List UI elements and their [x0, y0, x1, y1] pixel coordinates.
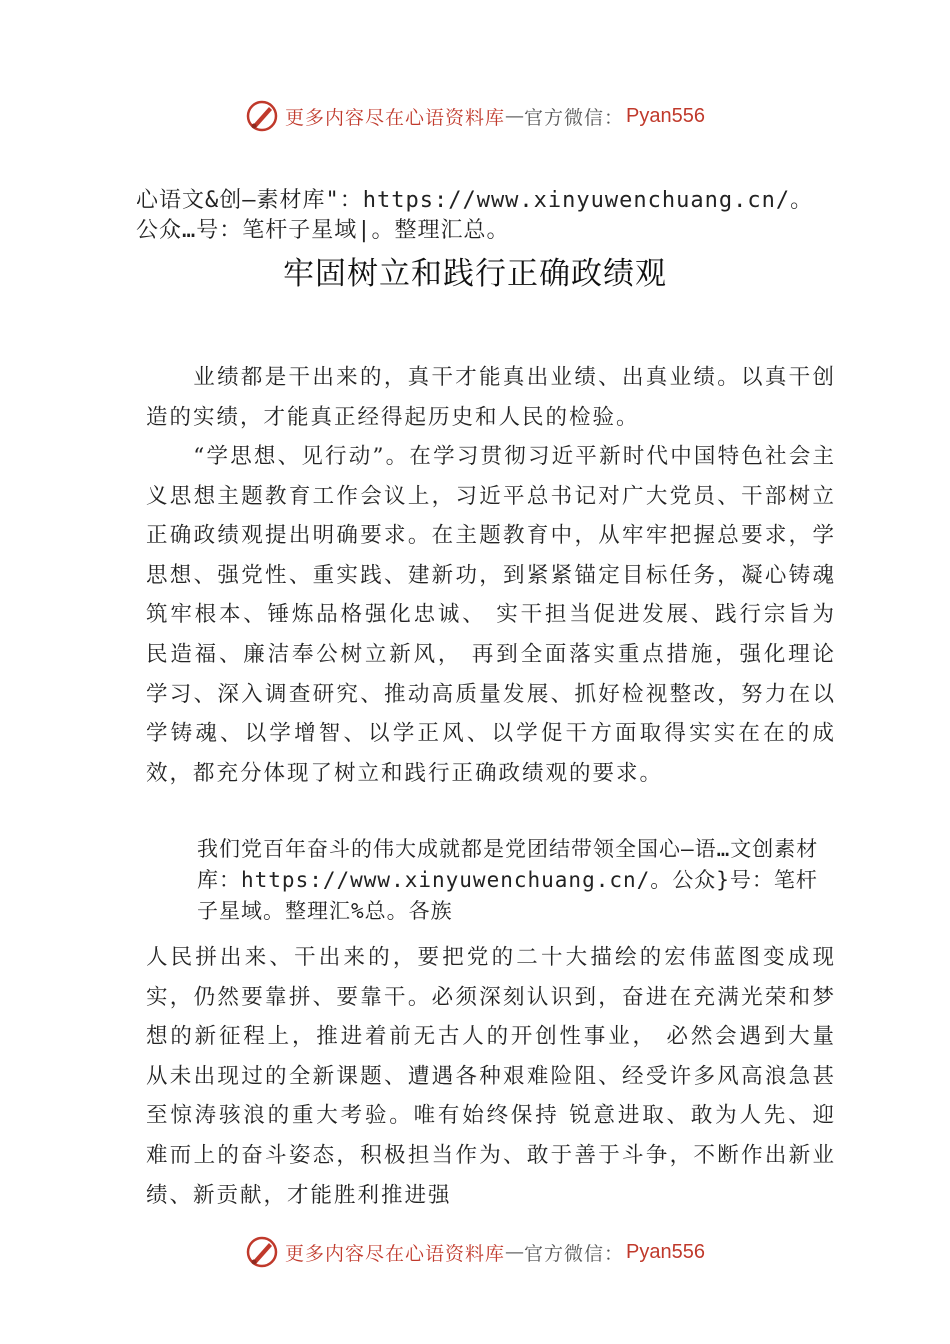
paragraph-2: “学思想、见行动”。在学习贯彻习近平新时代中国特色社会主义思想主题教育工作会议上，习近平总书记对广大党员、干部树立正确政绩观提出明确要求。在主题教育中，从牢牢把握总要求，学思想、强党性、重实践、建新功，到紧紧锚定目标任务，凝心铸魂筑牢根本、锤炼品格强化忠诚、 实干担当促进发展、践行宗旨为民造福、廉洁奉公树立新风， 再到全面落实重点措施，强化理论学习、深入调查研究、推动高质量发展、抓好检视整改，努力在以学铸魂、以学增智、以学正风、以学促干方面取得实实在在的成效，都充分体现了树立和践行正确政绩观的要求。 — [146, 444, 836, 786]
article-title: 牢固树立和践行正确政绩观 — [283, 256, 667, 292]
wechat-id: Pyan556 — [626, 1240, 705, 1263]
footer-banner — [0, 1230, 950, 1274]
banner-separator: — — [505, 105, 525, 127]
banner-text: 更多内容尽在心语资料库 — [285, 106, 506, 129]
banner-text: 更多内容尽在心语资料库 — [285, 1242, 506, 1265]
watermark-line: 心语文&创—素材库"：https://www.xinyuwenchuang.cn/。公众…号：笔杆子星域|。整理汇总。 — [136, 188, 814, 243]
banner-label: 官方微信： — [524, 1242, 625, 1265]
paragraph-1: 业绩都是干出来的，真干才能真出业绩、出真业绩。以真干创造的实绩，才能真正经得起历史和人民的检验。 — [146, 365, 836, 430]
wechat-id: Pyan556 — [626, 104, 705, 127]
banner-separator: — — [505, 1241, 525, 1263]
header-banner — [0, 94, 950, 138]
brush-logo-icon — [245, 1235, 279, 1269]
brush-logo-icon — [245, 99, 279, 133]
banner-label: 官方微信： — [524, 106, 625, 129]
paragraph-3: 人民拼出来、干出来的，要把党的二十大描绘的宏伟蓝图变成现实，仍然要靠拼、要靠干。必须深刻认识到，奋进在充满光荣和梦想的新征程上，推进着前无古人的开创性事业， 必然会遇到大量从未出现过的全新课题、遭遇各种艰难险阻、经受许多风高浪急甚至惊涛骇浪的重大考验。唯有始终保持 锐意进取、敢为人先、迎难而上的奋斗姿态，积极担当作为、敢于善于斗争，不断作出新业绩、新贡献，才能胜利推进强 — [146, 945, 836, 1208]
paragraph-3-inset: 我们党百年奋斗的伟大成就都是党团结带领全国心—语…文创素材库：https://www.xinyuwenchuang.cn/。公众}号：笔杆子星域。整理汇%总。各族 — [197, 837, 819, 923]
